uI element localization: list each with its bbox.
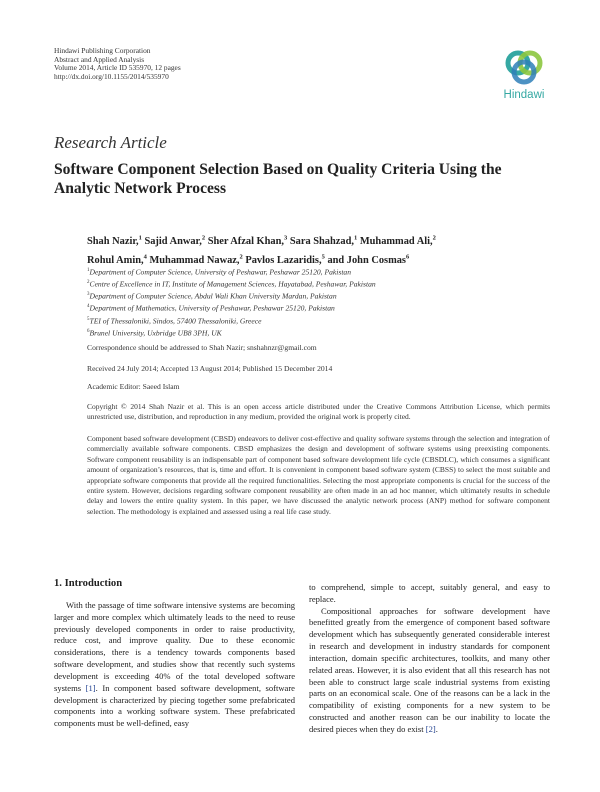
journal-name: Abstract and Applied Analysis	[54, 54, 145, 64]
affiliation: $^6$Brunel University, Uxbridge UB8 3PH, UK	[87, 328, 222, 338]
section-heading-introduction: 1. Introduction	[54, 578, 123, 589]
correspondence: Correspondence should be addressed to Shah Nazir; snshahnzr@gmail.com	[87, 343, 317, 352]
volume-line: Volume 2014, Article ID 535970, 12 pages	[54, 63, 181, 73]
paragraph: Compositional approaches for software development have benefitted greatly from the emergence of component based software development which has subsequently generated considerable interest in research and development in industry standards for component interaction, domain specific architectures, toolkits, and many other related areas. However, it is also evident that all this research has not been able to construct large scale industrial systems from existing parts on an economical scale. One of the reasons can be a lack in the compatibility of existing components for a new system to be constructed and another reason can be our inability to locate the desired pieces when they do exist [2].	[309, 605, 550, 734]
affiliation: $^5$TEI of Thessaloniki, Sindos, 57400 Thessaloniki, Greece	[87, 316, 262, 326]
copyright-notice: Copyright © 2014 Shah Nazir et al. This is an open access article distributed under the Creative Commons Attribution License, which permits unrestricted use, distribution, and reproduction in any medium, provided the original work is properly cited.	[87, 402, 550, 422]
body-column-left	[54, 600, 295, 730]
author: Muhammad Ali,$^2$	[359, 235, 436, 248]
author: Pavlos Lazaridis,$^5$	[245, 253, 325, 266]
affiliation-list	[87, 266, 376, 339]
author: Sara Shahzad,$^1$	[289, 235, 358, 248]
academic-editor: Academic Editor: Saeed Islam	[87, 382, 180, 391]
article-type: Research Article	[54, 133, 167, 152]
author-list	[87, 231, 557, 268]
affiliation: $^3$Department of Computer Science, Abdul Wali Khan University Mardan, Pakistan	[87, 291, 337, 301]
doi-link[interactable]: http://dx.doi.org/10.1155/2014/535970	[54, 71, 169, 81]
affiliation: $^2$Centre of Excellence in IT, Institute of Management Sciences, Hayatabad, Peshawar, Pakistan	[87, 279, 376, 289]
paragraph-continuation: to comprehend, simple to accept, suitably general, and easy to replace.	[309, 582, 550, 604]
hindawi-wordmark: Hindawi	[503, 89, 545, 101]
abstract: Component based software development (CBSD) endeavors to deliver cost-effective and quality software systems through the selection and integration of commercially available software components. CBSD emphasizes the design and development of software systems using preexisting components. Software component reusability is an indispensable part of component based software development life cycle (CBSDLC), which consumes a significant amount of organization’s resources, that is, time and effort. It is convenient in component based software system (CBSS) to select the most suitable and appropriate software components that provide all the required functionalities. Selecting the most appropriate components is crucial for the success of the entire system. However, decisions regarding software component reusability are often made in an ad hoc manner, which ultimately results in schedule delay and lowers the entire quality system. In this paper, we have discussed the analytic network process (ANP) method for software component selection. The methodology is explained and assessed using a real life case study.	[87, 434, 550, 516]
citation-link[interactable]: [2]	[425, 723, 436, 734]
author: Rohul Amin,$^4$	[87, 253, 147, 266]
author: and John Cosmas$^6$	[327, 253, 410, 266]
author: Muhammad Nawaz,$^2$	[149, 253, 243, 266]
affiliation: $^4$Department of Mathematics, University of Peshawar, Peshawar 25120, Pakistan	[87, 303, 335, 313]
journal-info	[54, 47, 181, 81]
paragraph: With the passage of time software intensive systems are becoming larger and more complex which ultimately leads to the need to reuse previously developed components in order to raise productivity, reduce cost, and improve quality. Due to these economic considerations, there is a tendency towards components based software development, and studies show that recently such systems development is exceeding 40% of the total developed software systems [1]. In component based software development, software development is characterized by piecing together some prefabricated components into a working software system. These prefabricated components must be well-defined, easy	[54, 600, 295, 729]
author: Sher Afzal Khan,$^3$	[207, 235, 288, 248]
hindawi-logo	[494, 48, 554, 106]
article-title: Software Component Selection Based on Quality Criteria Using the Analytic Network Process	[54, 161, 502, 197]
citation-link[interactable]: [1]	[85, 682, 96, 693]
publisher-name: Hindawi Publishing Corporation	[54, 46, 151, 55]
body-column-right	[309, 582, 550, 736]
publication-dates: Received 24 July 2014; Accepted 13 August 2014; Published 15 December 2014	[87, 364, 333, 373]
author: Shah Nazir,$^1$	[87, 235, 142, 248]
affiliation: $^1$Department of Computer Science, University of Peshawar, Peshawar 25120, Pakistan	[87, 267, 352, 277]
author: Sajid Anwar,$^2$	[144, 235, 206, 248]
hindawi-rings-icon	[502, 48, 546, 88]
